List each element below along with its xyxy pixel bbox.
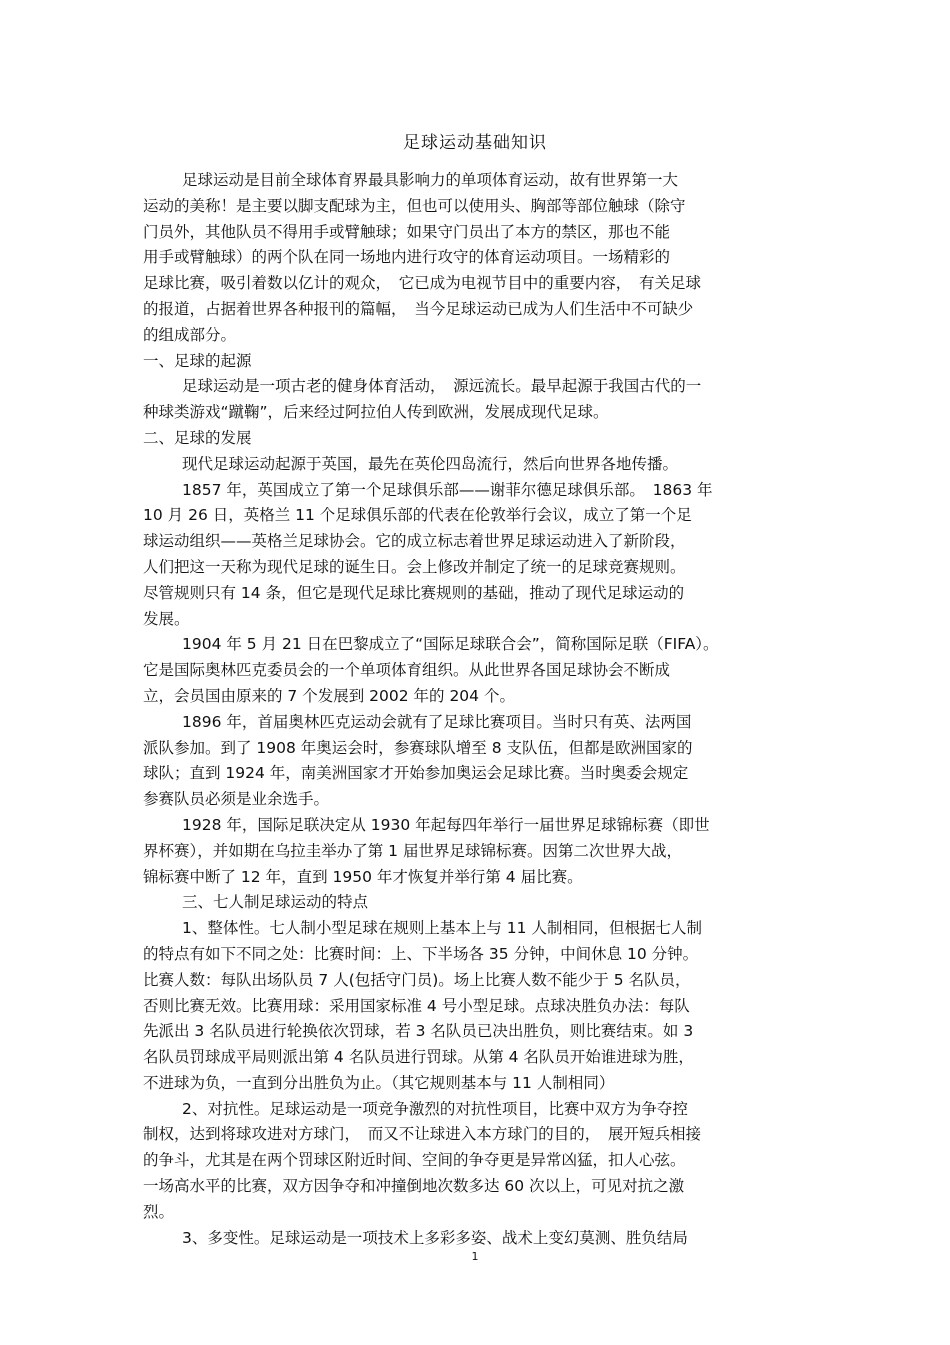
text-line: 球运动组织——英格兰足球协会。它的成立标志着世界足球运动进入了新阶段， [143, 532, 686, 551]
text-line: 一场高水平的比赛，双方因争夺和冲撞倒地次数多达 60 次以上，可见对抗之激 [143, 1177, 685, 1196]
text-line: 三、七人制足球运动的特点 [182, 893, 369, 912]
text-line: 种球类游戏“蹴鞠”，后来经过阿拉伯人传到欧洲，发展成现代足球。 [143, 403, 609, 422]
text-line: 的组成部分。 [143, 325, 237, 344]
text-line: 二、足球的发展 [143, 428, 252, 447]
text-line: 它是国际奥林匹克委员会的一个单项体育组织。从此世界各国足球协会不断成 [143, 661, 671, 680]
text-line: 足球比赛，吸引着数以亿计的观众， 它已成为电视节目中的重要内容， 有关足球 [143, 274, 702, 293]
text-line: 球队；直到 1924 年，南美洲国家才开始参加奥运会足球比赛。当时奥委会规定 [143, 764, 689, 783]
text-line: 发展。 [143, 609, 190, 628]
text-line: 立，会员国由原来的 7 个发展到 2002 年的 204 个。 [143, 686, 515, 705]
page-number: 1 [471, 1250, 479, 1263]
text-line: 用手或臂触球）的两个队在同一场地内进行攻守的体育运动项目。一场精彩的 [143, 248, 671, 267]
text-line: 比赛人数：每队出场队员 7 人(包括守门员)。场上比赛人数不能少于 5 名队员， [143, 970, 691, 989]
text-line: 1857 年，英国成立了第一个足球俱乐部——谢菲尔德足球俱乐部。 1863 年 [182, 480, 713, 499]
text-line: 参赛队员必须是业余选手。 [143, 790, 330, 809]
text-line: 10 月 26 日，英格兰 11 个足球俱乐部的代表在伦敦举行会议，成立了第一个足 [143, 506, 692, 525]
text-line: 界杯赛），并如期在乌拉圭举办了第 1 届世界足球锦标赛。因第二次世界大战， [143, 841, 682, 860]
text-line: 制权，达到将球攻进对方球门， 而又不让球进入本方球门的目的， 展开短兵相接 [143, 1125, 702, 1144]
text-line: 尽管规则只有 14 条，但它是现代足球比赛规则的基础，推动了现代足球运动的 [143, 583, 685, 602]
text-line: 1904 年 5 月 21 日在巴黎成立了“国际足球联合会”，简称国际足联（FIFA）。 [182, 635, 719, 654]
document-body [143, 168, 807, 1251]
text-line: 人们把这一天称为现代足球的诞生日。会上修改并制定了统一的足球竞赛规则。 [143, 557, 686, 576]
text-line: 烈。 [143, 1202, 175, 1221]
text-line: 足球运动是一项古老的健身体育活动， 源远流长。最早起源于我国古代的一 [182, 377, 702, 396]
text-line: 的报道，占据着世界各种报刊的篇幅， 当今足球运动已成为人们生活中不可缺少 [143, 299, 694, 318]
text-line: 先派出 3 名队员进行轮换依次罚球，若 3 名队员已决出胜负，则比赛结束。如 3 [143, 1022, 694, 1041]
text-line: 派队参加。到了 1908 年奥运会时，参赛球队增至 8 支队伍，但都是欧洲国家的 [143, 738, 693, 757]
text-line: 足球运动是目前全球体育界最具影响力的单项体育运动，故有世界第一大 [182, 171, 679, 189]
text-line: 一、足球的起源 [143, 351, 252, 370]
text-line: 3、多变性。足球运动是一项技术上多彩多姿、战术上变幻莫测、胜负结局 [182, 1228, 688, 1247]
text-line: 1、整体性。七人制小型足球在规则上基本上与 11 人制相同，但根据七人制 [182, 919, 702, 938]
text-line: 锦标赛中断了 12 年，直到 1950 年才恢复并举行第 4 届比赛。 [143, 867, 583, 886]
text-line: 运动的美称！是主要以脚支配球为主，但也可以使用头、胸部等部位触球（除守 [143, 196, 686, 215]
text-line: 的特点有如下不同之处：比赛时间：上、下半场各 35 分钟，中间休息 10 分钟。 [143, 944, 699, 963]
document-title: 足球运动基础知识 [403, 133, 547, 153]
text-line: 否则比赛无效。比赛用球：采用国家标准 4 号小型足球。点球决胜负办法：每队 [143, 996, 690, 1015]
text-line: 1896 年，首届奥林匹克运动会就有了足球比赛项目。当时只有英、法两国 [182, 712, 692, 731]
text-line: 不进球为负，一直到分出胜负为止。（其它规则基本与 11 人制相同） [143, 1073, 615, 1092]
text-line: 1928 年，国际足联决定从 1930 年起每四年举行一届世界足球锦标赛（即世 [182, 815, 710, 834]
text-line: 名队员罚球成平局则派出第 4 名队员进行罚球。从第 4 名队员开始谁进球为胜， [143, 1048, 694, 1067]
text-line: 的争斗，尤其是在两个罚球区附近时间、空间的争夺更是异常凶猛，扣人心弦。 [143, 1151, 686, 1170]
text-line: 2、对抗性。足球运动是一项竞争激烈的对抗性项目，比赛中双方为争夺控 [182, 1099, 688, 1118]
text-line: 门员外，其他队员不得用手或臂触球；如果守门员出了本方的禁区，那也不能 [143, 222, 671, 241]
text-line: 现代足球运动起源于英国，最先在英伦四岛流行，然后向世界各地传播。 [182, 454, 679, 473]
